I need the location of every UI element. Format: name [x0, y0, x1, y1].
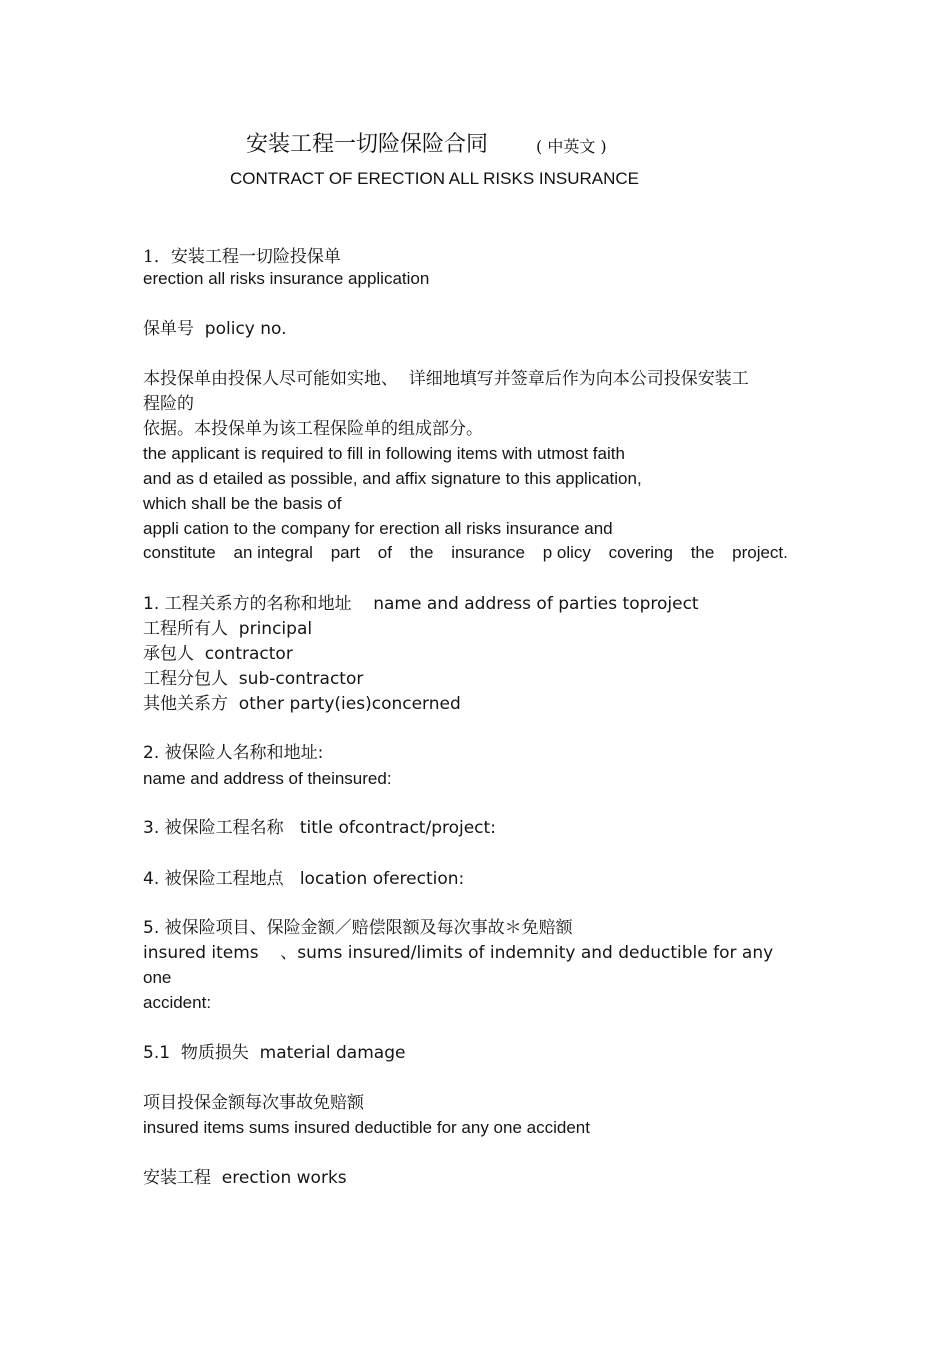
intro-word: the: [409, 543, 434, 562]
intro-word: p olicy: [542, 543, 591, 562]
intro-word: an integral: [233, 543, 313, 562]
intro-word: of: [377, 543, 392, 562]
table-header-chinese: 项目投保金额每次事故免赔额: [143, 1093, 364, 1113]
item-2-heading-english: name and address of theinsured:: [143, 769, 392, 788]
item-1-contractor: 承包人 contractor: [143, 644, 293, 664]
item-4-heading: 4. 被保险工程地点 location oferection:: [143, 869, 465, 889]
intro-cn-line-1: 本投保单由投保人尽可能如实地、 详细地填写并签章后作为向本公司投保安装工: [143, 369, 749, 389]
item-5-english-line-3: accident:: [143, 993, 212, 1012]
intro-en-line-1: the applicant is required to fill in following items with utmost faith: [143, 444, 625, 463]
policy-number-label: 保单号 policy no.: [143, 319, 287, 339]
language-tag: ( 中英文 ): [536, 137, 607, 156]
intro-cn-line-3: 依据。本投保单为该工程保险单的组成部分。: [143, 419, 483, 439]
document-title-chinese: 安装工程一切险保险合同: [246, 132, 489, 157]
intro-word: part: [330, 543, 361, 562]
section-1-heading-english: erection all risks insurance application: [143, 269, 430, 288]
section-1-heading: 1．安装工程一切险投保单: [143, 247, 341, 267]
intro-word: constitute: [143, 543, 216, 562]
item-2-heading: 2. 被保险人名称和地址:: [143, 743, 324, 763]
item-1-principal: 工程所有人 principal: [143, 619, 313, 639]
intro-word: covering: [608, 543, 673, 562]
item-5-english-line-2: one: [143, 968, 172, 987]
item-3-heading: 3. 被保险工程名称 title ofcontract/project:: [143, 818, 496, 838]
item-1-heading: 1. 工程关系方的名称和地址 name and address of parties toproject: [143, 594, 699, 614]
erection-works-row: 安装工程 erection works: [143, 1168, 347, 1188]
intro-en-line-3: which shall be the basis of: [143, 494, 342, 513]
intro-en-line-5: [143, 542, 788, 564]
table-header-english: insured items sums insured deductible for any one accident: [143, 1118, 590, 1137]
item-5-1-heading: 5.1 物质损失 material damage: [143, 1043, 406, 1063]
item-5-english-line-1: insured items 、sums insured/limits of indemnity and deductible for any: [143, 943, 774, 963]
intro-word: insurance: [451, 543, 525, 562]
intro-word: the: [690, 543, 715, 562]
intro-word: project.: [732, 543, 788, 562]
item-1-subcontractor: 工程分包人 sub-contractor: [143, 669, 364, 689]
intro-en-line-4: appli cation to the company for erection all risks insurance and: [143, 519, 613, 538]
document-title-english: CONTRACT OF ERECTION ALL RISKS INSURANCE: [230, 169, 640, 188]
intro-cn-line-2: 程险的: [143, 394, 194, 414]
item-5-heading: 5. 被保险项目、保险金额／赔偿限额及每次事故＊免赔额: [143, 918, 573, 938]
intro-en-line-2: and as d etailed as possible, and affix signature to this application,: [143, 469, 642, 488]
item-1-other-parties: 其他关系方 other party(ies)concerned: [143, 694, 461, 714]
